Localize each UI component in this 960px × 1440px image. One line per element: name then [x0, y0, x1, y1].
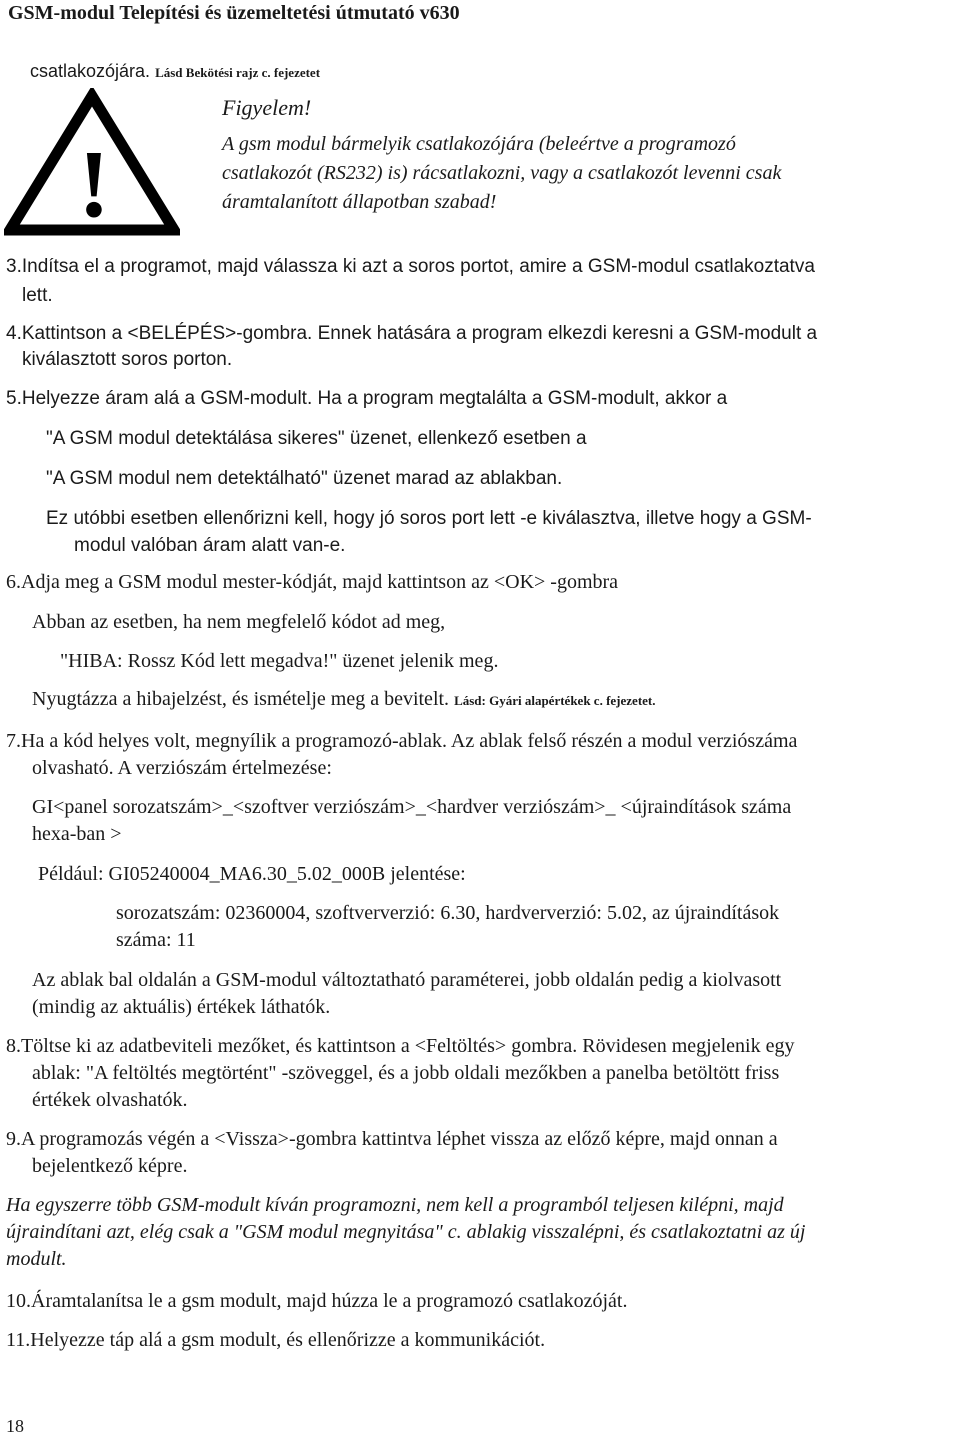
step-7-line-2: olvasható. A verziószám értelmezése:: [32, 757, 332, 779]
version-format-line-2: hexa-ban >: [32, 823, 122, 845]
intro-note: Lásd Bekötési rajz c. fejezetet: [155, 65, 321, 80]
step-6-invalid-code: Abban az esetben, ha nem megfelelő kódot ad meg,: [32, 611, 446, 633]
step-5-check-line-2: modul valóban áram alatt van-e.: [74, 535, 346, 556]
step-5-line: 5.Helyezze áram alá a GSM-modult. Ha a program megtalálta a GSM-modult, akkor a: [6, 388, 728, 409]
svg-text:!: !: [78, 130, 110, 237]
multi-module-note-line-3: modult.: [6, 1248, 67, 1270]
window-description-line-1: Az ablak bal oldalán a GSM-modul változtatható paraméterei, jobb oldalán pedig a kiolvasott: [32, 969, 782, 991]
version-example-detail-2: száma: 11: [116, 929, 196, 951]
step-3-line-2: lett.: [22, 285, 53, 306]
step-7-line-1: 7.Ha a kód helyes volt, megnyílik a programozó-ablak. Az ablak felső részén a modul verziószáma: [6, 730, 798, 752]
warning-line-1: A gsm modul bármelyik csatlakozójára (beleértve a programozó: [222, 133, 736, 155]
version-example: Például: GI05240004_MA6.30_5.02_000B jelentése:: [38, 863, 466, 885]
step-10-line: 10.Áramtalanítsa le a gsm modult, majd húzza le a programozó csatlakozóját.: [6, 1290, 628, 1312]
step-6-line: 6.Adja meg a GSM modul mester-kódját, majd kattintson az <OK> -gombra: [6, 571, 619, 593]
warning-line-3: áramtalanított állapotban szabad!: [222, 191, 497, 213]
window-description-line-2: (mindig az aktuális) értékek láthatók.: [32, 996, 331, 1018]
step-4-line-2: kiválasztott soros porton.: [22, 349, 233, 370]
document-header: GSM-modul Telepítési és üzemeltetési útmutató v630: [8, 2, 460, 24]
multi-module-note-line-1: Ha egyszerre több GSM-modult kíván programozni, nem kell a programból teljesen kilépni, majd: [6, 1194, 784, 1216]
step-8-line-1: 8.Töltse ki az adatbeviteli mezőket, és kattintson a <Feltöltés> gombra. Rövidesen megjelenik egy: [6, 1035, 795, 1057]
step-6-reference-note: Lásd: Gyári alapértékek c. fejezetet.: [454, 693, 656, 708]
step-3-line-1: 3.Indítsa el a programot, majd válassza ki azt a soros portot, amire a GSM-modul csatlakoztatva: [6, 256, 815, 277]
step-6-acknowledge-text: Nyugtázza a hibajelzést, és ismételje meg a bevitelt.: [32, 688, 450, 710]
step-6-error-message: "HIBA: Rossz Kód lett megadva!" üzenet jelenik meg.: [60, 650, 499, 672]
intro-main-text: csatlakozójára.: [30, 61, 151, 81]
step-8-line-2: ablak: "A feltöltés megtörtént" -szöveggel, és a jobb oldali mezőkben a panelba betöltött friss: [32, 1062, 780, 1084]
step-5-check-line-1: Ez utóbbi esetben ellenőrizni kell, hogy jó soros port lett -e kiválasztva, illetve hogy a GSM-: [46, 508, 812, 529]
page-number: 18: [6, 1416, 24, 1436]
warning-title: Figyelem!: [222, 95, 312, 120]
step-9-line-2: bejelentkező képre.: [32, 1155, 188, 1177]
step-6-acknowledge: [32, 686, 656, 714]
step-5-success-message: "A GSM modul detektálása sikeres" üzenet, ellenkező esetben a: [46, 428, 587, 449]
intro-text: [30, 58, 320, 86]
warning-line-2: csatlakozót (RS232) is) rácsatlakozni, vagy a csatlakozót levenni csak: [222, 162, 782, 184]
warning-triangle-icon: [4, 88, 180, 238]
step-5-fail-message: "A GSM modul nem detektálható" üzenet marad az ablakban.: [46, 468, 563, 489]
version-format-line-1: GI<panel sorozatszám>_<szoftver verziószám>_<hardver verziószám>_ <újraindítások száma: [32, 796, 792, 818]
step-4-line-1: 4.Kattintson a <BELÉPÉS>-gombra. Ennek hatására a program elkezdi keresni a GSM-modult a: [6, 323, 818, 344]
step-9-line-1: 9.A programozás végén a <Vissza>-gombra kattintva léphet vissza az előző képre, majd onnan a: [6, 1128, 778, 1150]
step-8-line-3: értékek olvashatók.: [32, 1089, 188, 1111]
step-11-line: 11.Helyezze táp alá a gsm modult, és ellenőrizze a kommunikációt.: [6, 1329, 546, 1351]
version-example-detail-1: sorozatszám: 02360004, szoftververzió: 6.30, hardververzió: 5.02, az újraindítások: [116, 902, 780, 924]
multi-module-note-line-2: újraindítani azt, elég csak a "GSM modul megnyitása" c. ablakig visszalépni, és csatlakoztatni az új: [6, 1221, 806, 1243]
